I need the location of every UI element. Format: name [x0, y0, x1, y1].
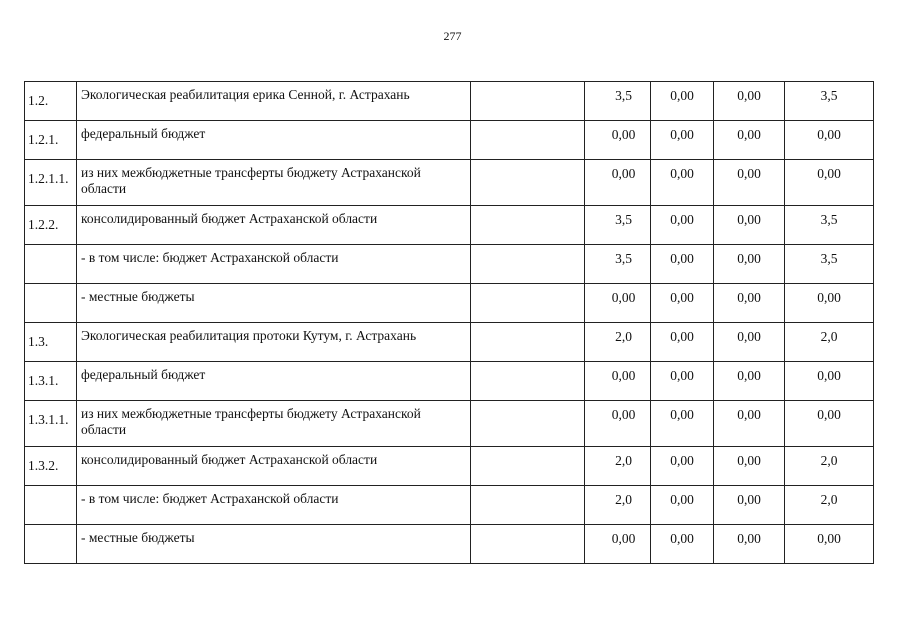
value-cell-4: 0,00: [785, 362, 874, 401]
row-name: - местные бюджеты: [77, 525, 471, 564]
blank-cell: [471, 206, 585, 245]
value-cell-1: 0,00: [585, 362, 651, 401]
table-row: [25, 206, 874, 245]
row-number: 1.3.: [25, 323, 77, 362]
blank-cell: [471, 82, 585, 121]
row-name: федеральный бюджет: [77, 121, 471, 160]
row-number: 1.3.1.: [25, 362, 77, 401]
row-number: [25, 486, 77, 525]
value-cell-3: 0,00: [714, 82, 785, 121]
table-row: [25, 447, 874, 486]
value-cell-4: 0,00: [785, 121, 874, 160]
table-row: [25, 486, 874, 525]
row-name: консолидированный бюджет Астраханской области: [77, 206, 471, 245]
row-name: из них межбюджетные трансферты бюджету Астраханской области: [77, 401, 471, 447]
table-row: [25, 401, 874, 447]
value-cell-3: 0,00: [714, 401, 785, 447]
table-row: [25, 121, 874, 160]
value-cell-3: 0,00: [714, 323, 785, 362]
table-row: [25, 284, 874, 323]
row-number: [25, 245, 77, 284]
table-row: [25, 82, 874, 121]
table-row: [25, 323, 874, 362]
value-cell-1: 3,5: [585, 206, 651, 245]
row-number: 1.2.: [25, 82, 77, 121]
value-cell-4: 2,0: [785, 486, 874, 525]
row-name: - местные бюджеты: [77, 284, 471, 323]
value-cell-4: 3,5: [785, 82, 874, 121]
blank-cell: [471, 121, 585, 160]
value-cell-1: 3,5: [585, 245, 651, 284]
value-cell-2: 0,00: [651, 82, 714, 121]
value-cell-1: 0,00: [585, 284, 651, 323]
blank-cell: [471, 362, 585, 401]
row-number: 1.2.1.1.: [25, 160, 77, 206]
value-cell-4: 0,00: [785, 401, 874, 447]
value-cell-3: 0,00: [714, 206, 785, 245]
value-cell-2: 0,00: [651, 121, 714, 160]
value-cell-4: 2,0: [785, 323, 874, 362]
value-cell-2: 0,00: [651, 323, 714, 362]
value-cell-1: 0,00: [585, 160, 651, 206]
value-cell-3: 0,00: [714, 447, 785, 486]
row-number: 1.2.2.: [25, 206, 77, 245]
value-cell-4: 3,5: [785, 245, 874, 284]
row-number: 1.3.2.: [25, 447, 77, 486]
blank-cell: [471, 284, 585, 323]
blank-cell: [471, 486, 585, 525]
row-name: Экологическая реабилитация ерика Сенной, г. Астрахань: [77, 82, 471, 121]
row-name: - в том числе: бюджет Астраханской области: [77, 486, 471, 525]
table-row: [25, 245, 874, 284]
value-cell-2: 0,00: [651, 401, 714, 447]
blank-cell: [471, 401, 585, 447]
row-number: 1.2.1.: [25, 121, 77, 160]
value-cell-1: 2,0: [585, 447, 651, 486]
row-number: [25, 284, 77, 323]
value-cell-4: 0,00: [785, 525, 874, 564]
budget-table: [24, 81, 874, 564]
page-number: 277: [443, 29, 462, 43]
value-cell-1: 2,0: [585, 323, 651, 362]
blank-cell: [471, 245, 585, 284]
value-cell-1: 0,00: [585, 401, 651, 447]
row-number: [25, 525, 77, 564]
value-cell-4: 0,00: [785, 284, 874, 323]
row-name: - в том числе: бюджет Астраханской области: [77, 245, 471, 284]
row-name: из них межбюджетные трансферты бюджету Астраханской области: [77, 160, 471, 206]
value-cell-2: 0,00: [651, 206, 714, 245]
row-name: федеральный бюджет: [77, 362, 471, 401]
value-cell-3: 0,00: [714, 160, 785, 206]
value-cell-2: 0,00: [651, 447, 714, 486]
blank-cell: [471, 160, 585, 206]
row-name: Экологическая реабилитация протоки Кутум, г. Астрахань: [77, 323, 471, 362]
blank-cell: [471, 323, 585, 362]
value-cell-2: 0,00: [651, 245, 714, 284]
value-cell-4: 0,00: [785, 160, 874, 206]
value-cell-4: 3,5: [785, 206, 874, 245]
value-cell-3: 0,00: [714, 245, 785, 284]
value-cell-3: 0,00: [714, 362, 785, 401]
value-cell-2: 0,00: [651, 362, 714, 401]
table-row: [25, 362, 874, 401]
value-cell-1: 0,00: [585, 121, 651, 160]
value-cell-3: 0,00: [714, 525, 785, 564]
value-cell-3: 0,00: [714, 284, 785, 323]
value-cell-2: 0,00: [651, 525, 714, 564]
row-name: консолидированный бюджет Астраханской области: [77, 447, 471, 486]
table-body: [25, 82, 874, 564]
value-cell-1: 3,5: [585, 82, 651, 121]
row-number: 1.3.1.1.: [25, 401, 77, 447]
value-cell-3: 0,00: [714, 121, 785, 160]
table-row: [25, 525, 874, 564]
blank-cell: [471, 447, 585, 486]
table-row: [25, 160, 874, 206]
value-cell-3: 0,00: [714, 486, 785, 525]
value-cell-2: 0,00: [651, 284, 714, 323]
value-cell-2: 0,00: [651, 486, 714, 525]
value-cell-1: 2,0: [585, 486, 651, 525]
blank-cell: [471, 525, 585, 564]
value-cell-2: 0,00: [651, 160, 714, 206]
value-cell-1: 0,00: [585, 525, 651, 564]
value-cell-4: 2,0: [785, 447, 874, 486]
